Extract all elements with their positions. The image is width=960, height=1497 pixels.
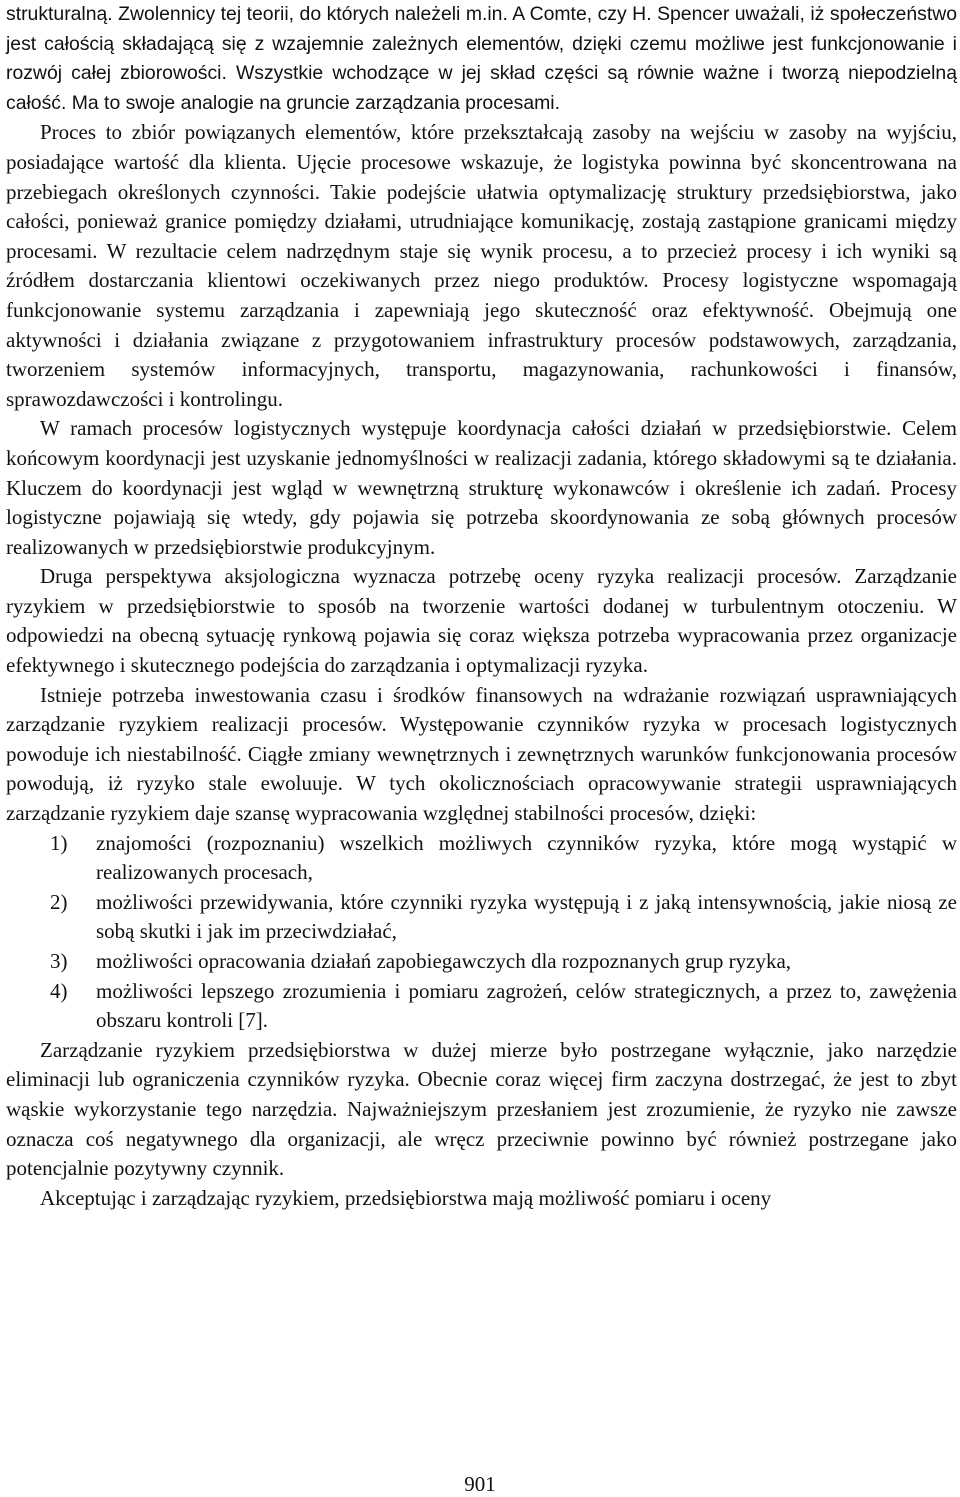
paragraph-risk-investment: Istnieje potrzeba inwestowania czasu i środków finansowych na wdrażanie rozwiązań usprawniających zarządzanie ryzykiem realizacji procesów. Występowanie czynników ryzyka w procesach logistycznych powoduje ich niestabilność. Ciągłe zmiany wewnętrznych i zewnętrznych warunków funkcjonowania procesów powodują, iż ryzyko stale ewoluuje. W tych okolicznościach opracowywanie strategii usprawniających zarządzanie ryzykiem daje szansę wypracowania względnej stabilności procesów, dzięki: <box>6 682 957 826</box>
list-item-text: możliwości lepszego zrozumienia i pomiaru zagrożeń, celów strategicznych, a przez to, zawężenia obszaru kontroli [7]. <box>96 978 957 1033</box>
paragraph-process-definition: Proces to zbiór powiązanych elementów, które przekształcają zasoby na wejściu w zasoby na wyjściu, posiadające wartość dla klienta. Ujęcie procesowe wskazuje, że logistyka powinna być skoncentrowana na przebiegach określonych czynności. Takie podejście ułatwia optymalizację struktury przedsiębiorstwa, jako całości, ponieważ granice pomiędzy działami, utrudniające komunikację, zostają zastąpione granicami między procesami. W rezultacie celem nadrzędnym staje się wynik procesu, a to przecież procesy i ich wyniki są źródłem dostarczania klientowi oczekiwanych przez niego produktów. Procesy logistyczne wspomagają funkcjonowanie systemu zarządzania i zapewniają jego skuteczność oraz efektywność. Obejmują one aktywności i działania związane z przygotowaniem infrastruktury procesów podstawowych, zarządzania, tworzeniem systemów informacyjnych, transportu, magazynowania, rachunkowości i finansów, sprawozdawczości i kontrolingu. <box>6 120 957 411</box>
list-item-number: 4) <box>50 978 68 1003</box>
list-item-number: 2) <box>50 889 68 914</box>
list-item-number: 3) <box>50 949 68 973</box>
benefits-list <box>6 829 957 1036</box>
document-page <box>6 0 957 1213</box>
paragraph-risk-perception: Zarządzanie ryzykiem przedsiębiorstwa w dużej mierze było postrzegane wyłącznie, jako narzędzie eliminacji lub ograniczenia czynników ryzyka. Obecnie coraz więcej firm zaczyna dostrzegać, że jest to zbyt wąskie wykorzystanie tego narzędzia. Najważniejszym przesłaniem jest zrozumienie, że ryzyko nie zawsze oznacza coś negatywnego dla organizacji, ale wręcz przeciwnie powinno być również postrzegane jako potencjalnie pozytywny czynnik. <box>6 1037 957 1181</box>
list-item <box>6 888 957 947</box>
list-item-text: znajomości (rozpoznaniu) wszelkich możliwych czynników ryzyka, które mogą wystąpić w realizowanych procesach, <box>96 830 957 885</box>
list-item <box>6 829 957 888</box>
paragraph-axiological-perspective: Druga perspektywa aksjologiczna wyznacza potrzebę oceny ryzyka realizacji procesów. Zarządzanie ryzykiem w przedsiębiorstwie to sposób na tworzenie wartości dodanej w turbulentnym otoczeniu. W odpowiedzi na obecną sytuację rynkową pojawia się coraz większa potrzeba wypracowania przez organizacje efektywnego i skutecznego podejścia do zarządzania i optymalizacji ryzyka. <box>6 564 957 678</box>
paragraph-risk-acceptance: Akceptując i zarządzając ryzykiem, przedsiębiorstwa mają możliwość pomiaru i oceny <box>40 1185 772 1210</box>
list-item-text: możliwości przewidywania, które czynniki ryzyka występują i z jaką intensywnością, jakie niosą ze sobą skutki i jak im przeciwdziałać, <box>96 889 957 944</box>
paragraph-structural-theory: strukturalną. Zwolennicy tej teorii, do których należeli m.in. A Comte, czy H. Spencer uważali, iż społeczeństwo jest całością składającą się z wzajemnie zależnych elementów, dzięki czemu możliwe jest funkcjonowanie i rozwój całej zbiorowości. Wszystkie wchodzące w jej skład części są równie ważne i tworzą niepodzielną całość. Ma to swoje analogie na gruncie zarządzania procesami. <box>6 3 957 114</box>
list-item-number: 1) <box>50 830 68 855</box>
list-item-text: możliwości opracowania działań zapobiegawczych dla rozpoznanych grup ryzyka, <box>96 949 792 973</box>
page-number: 901 <box>464 1472 496 1496</box>
paragraph-coordination: W ramach procesów logistycznych występuje koordynacja całości działań w przedsiębiorstwie. Celem końcowym koordynacji jest uzyskanie jednomyślności w realizacji zadania, którego składowymi są te działania. Kluczem do koordynacji jest wgląd w wewnętrzną strukturę wykonawców i określenie ich zadań. Procesy logistyczne pojawiają się wtedy, gdy pojawia się potrzeba skoordynowania ze sobą głównych procesów realizowanych w przedsiębiorstwie produkcyjnym. <box>6 416 957 559</box>
list-item <box>6 977 957 1036</box>
list-item <box>6 947 957 977</box>
